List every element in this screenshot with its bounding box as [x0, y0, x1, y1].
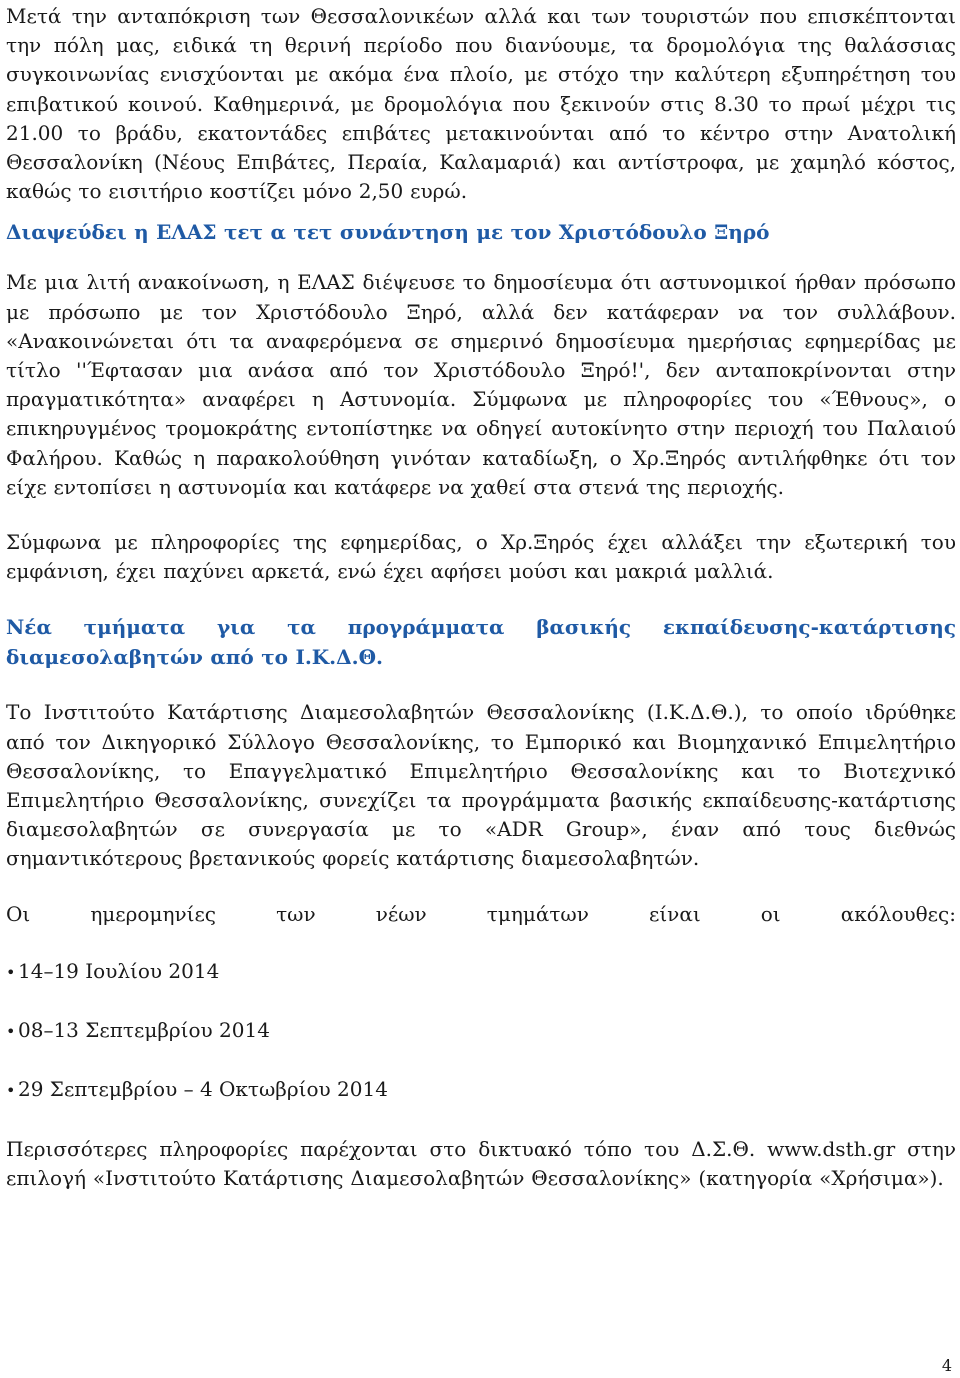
list-item: [6, 957, 956, 987]
heading-ikdth: Νέα τμήματα για τα προγράμματα βασικής εκπαίδευσης-κατάρτισης διαμεσολαβητών από το Ι.Κ.Δ.Θ.: [6, 615, 956, 670]
page-number: 4: [941, 1356, 952, 1375]
list-item: [6, 1016, 956, 1046]
date-text: 14–19 Ιουλίου 2014: [18, 958, 220, 983]
dates-list: [6, 957, 956, 1105]
ikdth-paragraph: Το Ινστιτούτο Κατάρτισης Διαμεσολαβητών Θεσσαλονίκης (Ι.Κ.Δ.Θ.), το οποίο ιδρύθηκε από τον Δικηγορικό Σύλλογο Θεσσαλονίκης, το Εμπορικό και Βιομηχανικό Επιμελητήριο Θεσσαλονίκης, το Επαγγελματικό Επιμελητήριο Θεσσαλονίκης και το Βιοτεχνικό Επιμελητήριο Θεσσαλονίκης, συνεχίζει τα προγράμματα βασικής εκπαίδευσης-κατάρτισης διαμεσολαβητών σε συνεργασία με το «ADR Group», έναν από τους διεθνώς σημαντικότερους βρετανικούς φορείς κατάρτισης διαμεσολαβητών.: [6, 700, 956, 871]
bullet-icon: •: [6, 1080, 16, 1100]
date-text: 29 Σεπτεμβρίου – 4 Οκτωβρίου 2014: [18, 1076, 388, 1101]
elas-paragraph-2: Σύμφωνα με πληροφορίες της εφημερίδας, ο Χρ.Ξηρός έχει αλλάξει την εξωτερική του εμφάνιση, έχει παχύνει αρκετά, ενώ έχει αφήσει μούσι και μακριά μαλλιά.: [6, 530, 956, 584]
list-item: [6, 1075, 956, 1105]
bullet-icon: •: [6, 1021, 16, 1041]
more-info-paragraph: Περισσότερες πληροφορίες παρέχονται στο δικτυακό τόπο του Δ.Σ.Θ. www.dsth.gr στην επιλογή «Ινστιτούτο Κατάρτισης Διαμεσολαβητών Θεσσαλονίκης» (κατηγορία «Χρήσιμα»).: [6, 1136, 956, 1191]
ferry-paragraph: Μετά την ανταπόκριση των Θεσσαλονικέων αλλά και των τουριστών που επισκέπτονται την πόλη μας, ειδικά τη θερινή περίοδο που διανύουμε, τα δρομολόγια της θαλάσσιας συγκοινωνίας ενισχύονται με ακόμα ένα πλοίο, με στόχο την καλύτερη εξυπηρέτηση του επιβατικού κοινού. Καθημερινά, με δρομολόγια που ξεκινούν στις 8.30 το πρωί μέχρι τις 21.00 το βράδυ, εκατοντάδες επιβάτες μετακινούνται από το κέντρο στην Ανατολική Θεσσαλονίκη (Νέους Επιβάτες, Περαία, Καλαμαριά) και αντίστροφα, με χαμηλό κόστος, καθώς το εισιτήριο κοστίζει μόνο 2,50 ευρώ.: [6, 4, 956, 204]
elas-paragraph-1: Με μια λιτή ανακοίνωση, η ΕΛΑΣ διέψευσε το δημοσίευμα ότι αστυνομικοί ήρθαν πρόσωπο με πρόσωπο με τον Χριστόδουλο Ξηρό, αλλά δεν κατάφεραν να τον συλλάβουν. «Ανακοινώνεται ότι τα αναφερόμενα σε σημερινό δημοσίευμα ημερήσιας εφημερίδας με τίτλο ''Έφτασαν μια ανάσα από τον Χριστόδουλο Ξηρό!', δεν ανταποκρίνονται στην πραγματικότητα» αναφέρει η Αστυνομία. Σύμφωνα με πληροφορίες του «Έθνους», ο επικηρυγμένος τρομοκράτης εντοπίστηκε να οδηγεί αυτοκίνητο στην περιοχή του Παλαιού Φαλήρου. Καθώς η παρακολούθηση γινόταν καταδίωξη, ο Χρ.Ξηρός αντιλήφθηκε ότι τον είχε εντοπίσει η αστυνομία και κατάφερε να χαθεί στα στενά της περιοχής.: [6, 270, 956, 499]
date-text: 08–13 Σεπτεμβρίου 2014: [18, 1017, 270, 1042]
document-page: [6, 0, 956, 1193]
dates-intro: Οι ημερομηνίες των νέων τμημάτων είναι οι ακόλουθες:: [6, 901, 956, 926]
bullet-icon: •: [6, 962, 16, 982]
heading-elas: Διαψεύδει η ΕΛΑΣ τετ α τετ συνάντηση με τον Χριστόδουλο Ξηρό: [6, 220, 770, 245]
